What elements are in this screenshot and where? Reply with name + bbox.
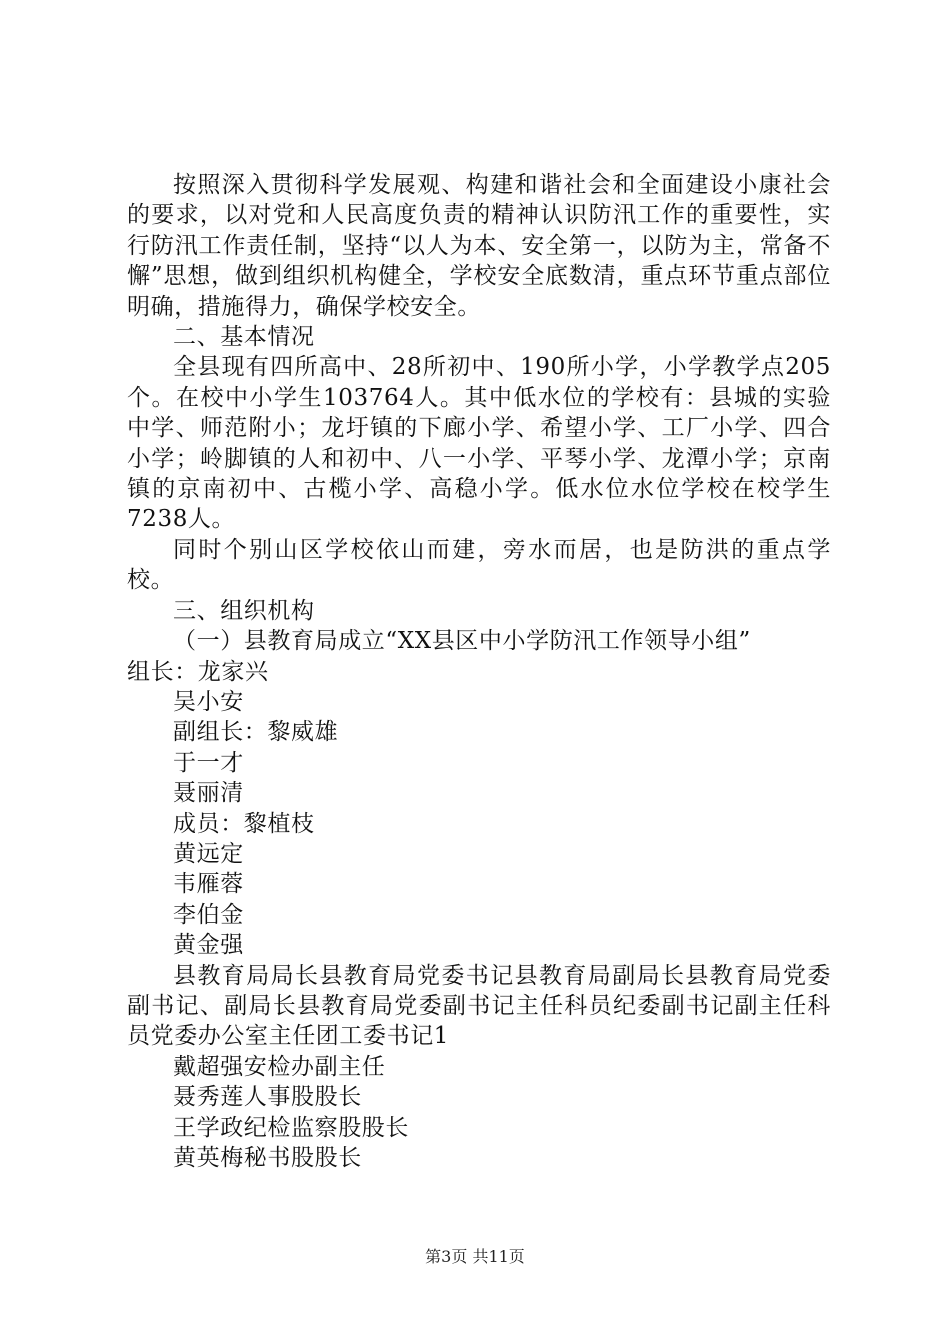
document-body — [127, 170, 831, 1173]
role-line: 聂秀莲人事股股长 — [173, 1084, 362, 1111]
paragraph-basic-info: 全县现有四所高中、28所初中、190所小学，小学教学点205个。在校中小学生103764人。其中低水位的学校有：县城的实验中学、师范附小；龙圩镇的下廊小学、希望小学、工厂小学、四合小学；岭脚镇的人和初中、八一小学、平琴小学、龙潭小学；京南镇的京南初中、古榄小学、高稳小学。低水位水位学校在校学生7238人。 — [127, 354, 831, 533]
member-line: 成员：黎植枝 — [173, 810, 315, 837]
member-line: 聂丽清 — [173, 780, 244, 807]
member-line: 李伯金 — [173, 901, 244, 928]
member-line: 韦雁蓉 — [173, 871, 244, 898]
paragraph-mountain-schools: 同时个别山区学校依山而建，旁水而居，也是防洪的重点学校。 — [127, 536, 831, 594]
member-line: 黄金强 — [173, 932, 244, 959]
page-footer: 第3页 共11页 — [425, 1247, 525, 1266]
role-line: 黄英梅秘书股股长 — [173, 1145, 362, 1171]
member-line: 于一才 — [173, 749, 244, 776]
paragraph-titles: 县教育局局长县教育局党委书记县教育局副局长县教育局党委副书记、副局长县教育局党委副书记主任科员纪委副书记副主任科员党委办公室主任团工委书记1 — [127, 962, 831, 1050]
section-heading-organization: 三、组织机构 — [173, 597, 315, 624]
group-leader-line: 组长：龙家兴 — [127, 658, 269, 685]
section-heading-basic-info: 二、基本情况 — [173, 324, 315, 351]
role-line: 王学政纪检监察股股长 — [173, 1114, 409, 1141]
role-line: 戴超强安检办副主任 — [173, 1053, 386, 1080]
paragraph-intro: 按照深入贯彻科学发展观、构建和谐社会和全面建设小康社会的要求，以对党和人民高度负责的精神认识防汛工作的重要性，实行防汛工作责任制，坚持“以人为本、安全第一，以防为主，常备不懈”思想，做到组织机构健全，学校安全底数清，重点环节重点部位明确，措施得力，确保学校安全。 — [127, 172, 831, 320]
member-line: 黄远定 — [173, 840, 244, 867]
member-line: 吴小安 — [173, 688, 244, 715]
subsection-heading-leadership-group: （一）县教育局成立“XX县区中小学防汛工作领导小组” — [173, 628, 751, 655]
member-line: 副组长：黎威雄 — [173, 719, 339, 746]
